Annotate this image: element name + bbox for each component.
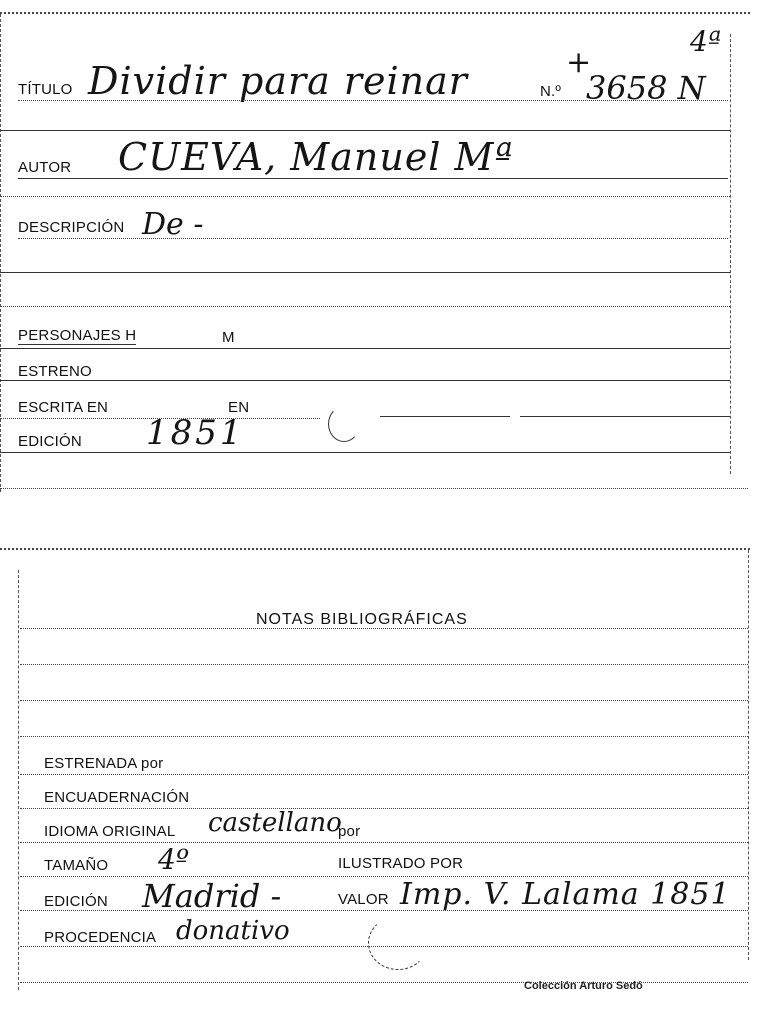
edicion-value: 1851 (146, 413, 245, 453)
idioma-label: IDIOMA ORIGINAL (44, 823, 176, 840)
edicion-rule (0, 452, 730, 453)
back-edicion-label: EDICIÓN (44, 893, 108, 910)
encuadernacion-label: ENCUADERNACIÓN (44, 789, 190, 806)
descripcion-rule-1 (18, 238, 728, 239)
idioma-rule (20, 842, 748, 843)
descripcion-rule-2 (0, 272, 730, 273)
titulo-label: TÍTULO (18, 81, 73, 98)
valor-value: Imp. V. Lalama 1851 (400, 877, 731, 912)
personajes-label: PERSONAJES H (18, 327, 137, 344)
tamano-value: 4º (158, 843, 189, 876)
descripcion-value: De - (142, 207, 204, 242)
back-edicion-value: Madrid - (142, 877, 282, 915)
autor-section-rule (0, 196, 730, 197)
estreno-label: ESTRENO (18, 363, 92, 380)
notas-heading: NOTAS BIBLIOGRÁFICAS (256, 611, 468, 628)
card-left-edge (0, 14, 1, 492)
descripcion-rule-3 (0, 306, 730, 307)
autor-value: CUEVA, Manuel Mª (118, 135, 514, 179)
notas-rule-1 (20, 628, 748, 629)
escrita-rule-c (520, 416, 730, 417)
titulo-rule (18, 100, 728, 101)
numero-value: 3658 N (586, 69, 706, 107)
numero-label: N.º (540, 83, 562, 100)
procedencia-rule (20, 946, 748, 947)
titulo-section-rule (0, 130, 730, 131)
notas-rule-2 (20, 664, 748, 665)
estrenada-label: ESTRENADA por (44, 755, 164, 772)
tamano-label: TAMAÑO (44, 857, 109, 874)
idioma-suffix: por (338, 823, 361, 840)
back-left-edge (18, 570, 19, 990)
catalog-card-front (0, 12, 750, 492)
personajes-rule (0, 348, 730, 349)
card-right-edge (730, 34, 731, 474)
edicion-valor-rule (20, 910, 748, 911)
idioma-value: castellano (208, 808, 342, 838)
titulo-value: Dividir para reinar (88, 59, 468, 103)
valor-label: VALOR (338, 891, 389, 908)
personajes-m-label: M (222, 329, 235, 346)
edicion-label: EDICIÓN (18, 433, 82, 450)
autor-label: AUTOR (18, 159, 72, 176)
encuadernacion-rule (20, 808, 748, 809)
front-bottom-rule (0, 488, 748, 489)
escrita-en2-label: EN (228, 399, 250, 416)
collection-footer: Colección Arturo Sedó (524, 980, 643, 992)
catalog-card-back (0, 548, 750, 992)
corner-note: 4ª (690, 25, 722, 58)
escrita-en-label: ESCRITA EN (18, 399, 109, 416)
notas-rule-4 (20, 736, 748, 737)
escrita-rule-b (380, 416, 510, 417)
procedencia-value: donativo (176, 916, 290, 946)
procedencia-label: PROCEDENCIA (44, 929, 157, 946)
estreno-rule (0, 380, 730, 381)
autor-rule (18, 178, 728, 179)
ink-smudge (328, 406, 360, 442)
stain-mark (368, 916, 428, 970)
estrenada-rule (20, 774, 748, 775)
descripcion-label: DESCRIPCIÓN (18, 219, 125, 236)
back-right-edge (748, 550, 749, 960)
ilustrado-label: ILUSTRADO POR (338, 855, 464, 872)
numero-mark: + (566, 45, 592, 80)
notas-rule-3 (20, 700, 748, 701)
